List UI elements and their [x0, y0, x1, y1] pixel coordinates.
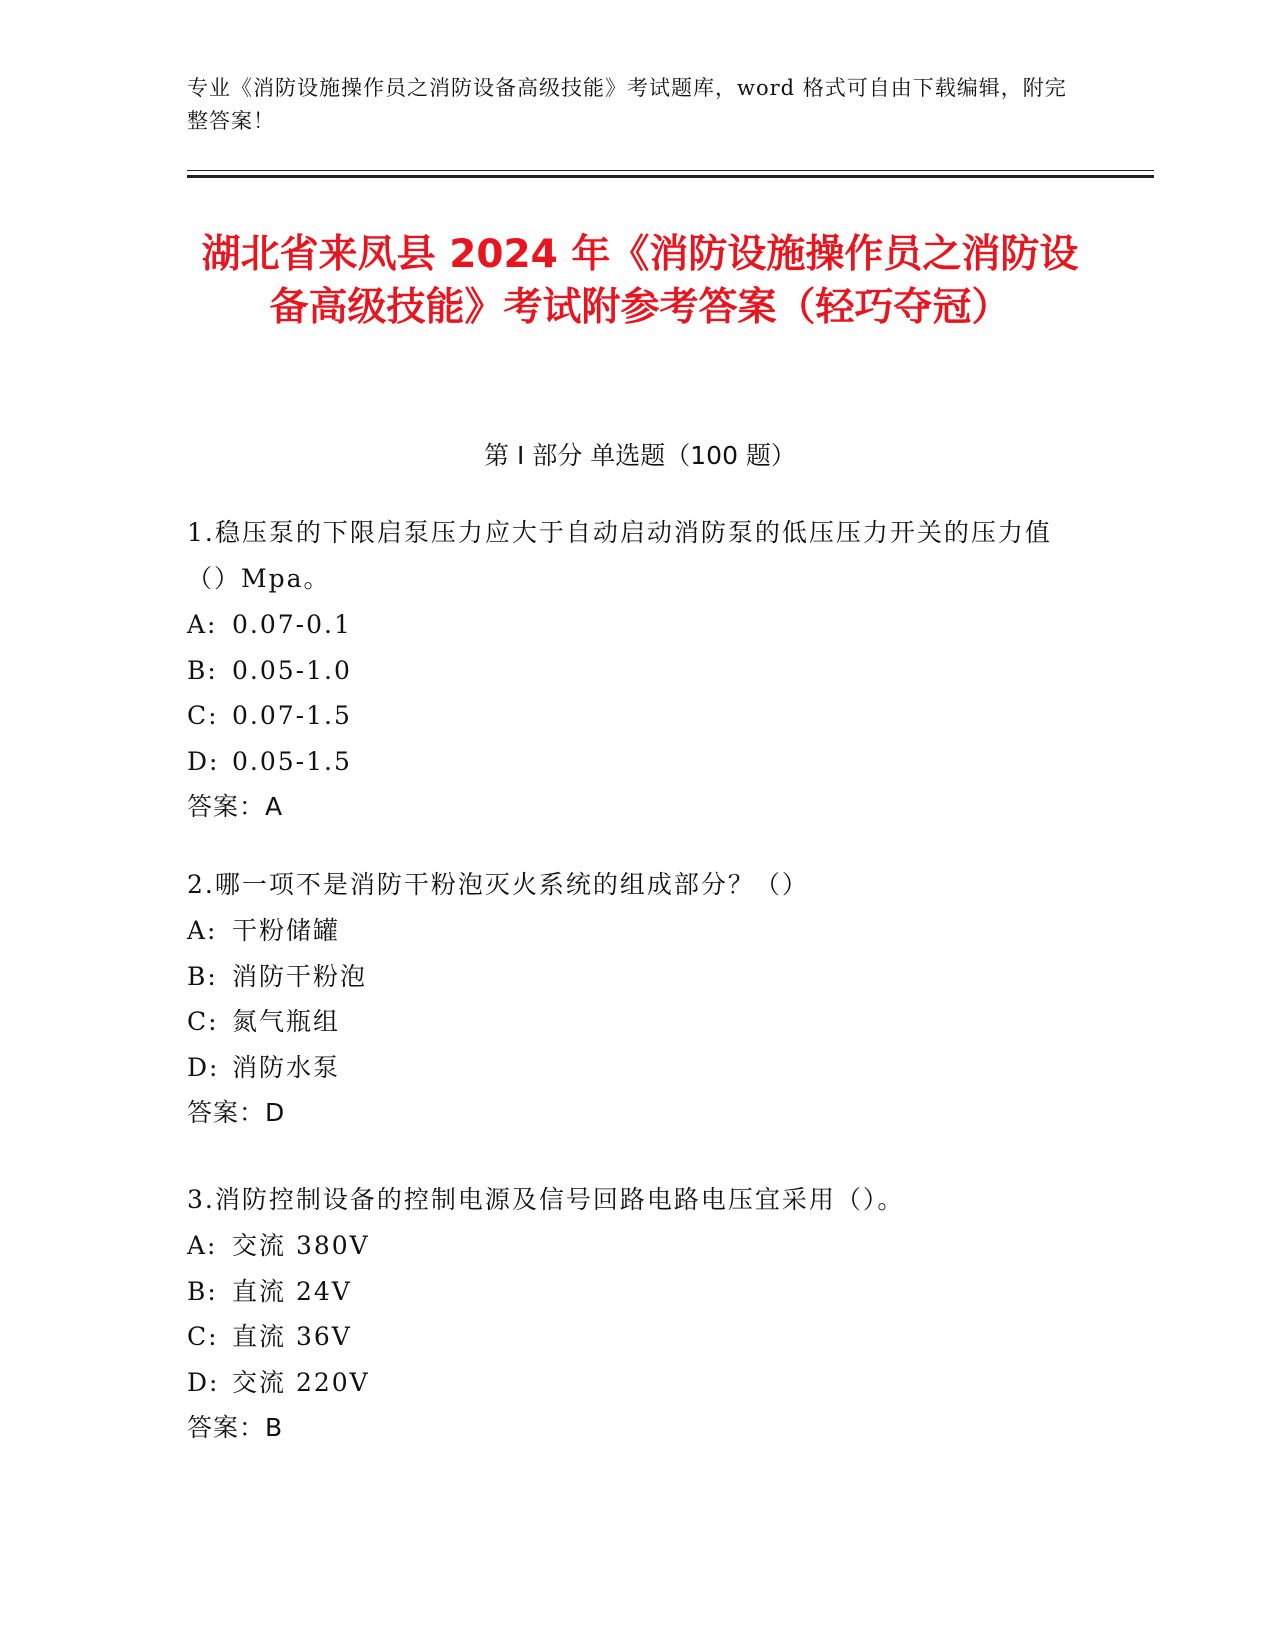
option-a — [187, 1223, 1067, 1269]
option-d — [187, 1045, 1067, 1091]
option-c — [187, 1314, 1067, 1360]
option-letter: B: — [187, 655, 218, 685]
option-text: 0.07-0.1 — [232, 610, 352, 639]
option-letter: C: — [187, 701, 219, 730]
option-text: 直流 36V — [232, 1322, 352, 1351]
option-a — [187, 908, 1067, 954]
option-letter: C: — [187, 1322, 219, 1351]
option-c — [187, 693, 1067, 739]
answer: 答案：D — [187, 1098, 286, 1127]
option-text: 氮气瓶组 — [232, 1007, 341, 1036]
option-a — [187, 602, 1067, 648]
option-letter: D: — [187, 1367, 220, 1397]
option-letter: C: — [187, 1007, 219, 1036]
question-stem: 1.稳压泵的下限启泵压力应大于自动启动消防泵的低压压力开关的压力值（）Mpa。 — [187, 518, 1052, 593]
option-letter: A: — [187, 1231, 218, 1260]
option-b — [187, 1269, 1067, 1315]
option-letter: D: — [187, 1052, 220, 1082]
option-text: 直流 24V — [232, 1276, 352, 1306]
option-c — [187, 999, 1067, 1045]
option-text: 交流 220V — [232, 1367, 370, 1397]
answer: 答案：B — [187, 1413, 284, 1442]
document-title: 湖北省来凤县 2024 年《消防设施操作员之消防设备高级技能》考试附参考答案（轻巧夺冠） — [201, 232, 1079, 330]
question-1 — [187, 510, 1067, 830]
option-text: 0.05-1.0 — [232, 655, 352, 685]
option-letter: B: — [187, 961, 218, 991]
question-stem: 3.消防控制设备的控制电源及信号回路电路电压宜采用（）。 — [187, 1185, 905, 1214]
option-text: 0.05-1.5 — [232, 746, 352, 776]
option-text: 消防水泵 — [232, 1052, 341, 1082]
answer: 答案：A — [187, 792, 284, 821]
option-letter: A: — [187, 610, 218, 639]
question-stem: 2.哪一项不是消防干粉泡灭火系统的组成部分？（） — [187, 870, 809, 899]
header-rule-thick — [187, 175, 1154, 178]
option-d — [187, 739, 1067, 785]
option-b — [187, 954, 1067, 1000]
option-letter: A: — [187, 916, 218, 945]
option-text: 0.07-1.5 — [232, 701, 352, 730]
option-text: 干粉储罐 — [232, 916, 341, 945]
option-text: 交流 380V — [232, 1231, 370, 1260]
option-letter: B: — [187, 1276, 218, 1306]
header-rule-thin — [187, 170, 1154, 171]
option-letter: D: — [187, 746, 220, 776]
option-b — [187, 648, 1067, 694]
section-title: 第 I 部分 单选题（100 题） — [484, 441, 796, 470]
header-note: 专业《消防设施操作员之消防设备高级技能》考试题库，word 格式可自由下载编辑，附完整答案！ — [187, 76, 1067, 133]
question-3 — [187, 1177, 1067, 1451]
question-2 — [187, 862, 1067, 1136]
option-text: 消防干粉泡 — [232, 961, 368, 991]
option-d — [187, 1360, 1067, 1406]
